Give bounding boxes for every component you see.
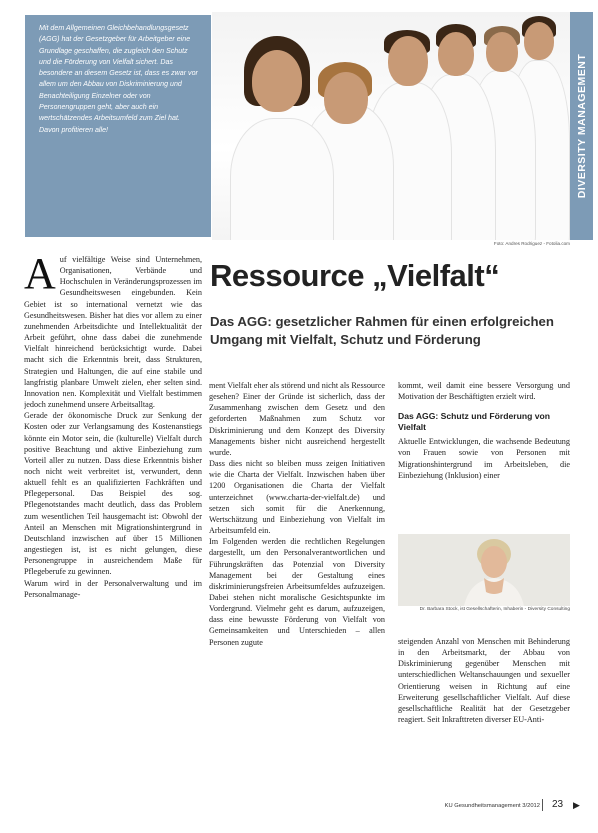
continue-arrow-icon: ▶: [573, 800, 580, 810]
paragraph: uf vielfältige Weise sind Unternehmen, Organisationen, Verbände und Hochschulen in Veränderungsprozessen im Gesundheitswesen eingebunden. Kein Gebiet ist so international vernetzt wie das Gesundheitswesen. Bisher hat dies vor allem zu einer zunehmenden Arbeitsdichte und Intellektualität der Arbeit geführt, ohne dass dabei die zunehmende Vielfalt hinreichend berücksichtigt wurde. Dabei macht sich die Erkenntnis breit, dass Strukturen, Strategien und Haltungen, die auf eine stabile und langfristig planbare Umwelt zielen, eher selten sind. Innovation nen. Komplexität und Vielfalt bestimmen jedoch zunehmend unsere Arbeitsalltag.: [24, 255, 202, 410]
section-label: DIVERSITY MANAGEMENT: [575, 53, 588, 199]
paragraph: steigenden Anzahl von Menschen mit Behinderung in den Arbeitsmarkt, der Abbau von Diskriminierung gegenüber Menschen mit unterschiedlichen Weltanschauungen und sexueller Orientierung weisen in Richtung auf eine Erweiterung gesellschaftlicher Vielfalt. Auf diese gesellschaftliche Realität hat der Gesetzgeber reagiert. Seit Inkrafttreten diverser EU-Anti-: [398, 637, 570, 725]
hero-photo: [212, 12, 570, 240]
footer-publication: KU Gesundheitsmanagement 3/2012: [444, 803, 540, 809]
paragraph: Im Folgenden werden die rechtlichen Regelungen dargestellt, um den Personalverantwortlichen und Führungskräften das Potenzial von Diversity Management bei der Gestaltung eines diskriminierungsfreien Arbeitsumfeldes aufzuzeigen. Dabei stehen nicht moralische Gesichtspunkte im Vordergrund. Vielmehr geht es darum, aufzuzeigen, dass eine bewusste Förderung von Vielfalt von Gemeinsamkeiten und Unterschieden – allen Personen zugute: [209, 537, 385, 647]
paragraph: Gerade der ökonomische Druck zur Senkung der Kosten oder zur Verlangsamung des Kostenanstiegs könnte ein Motor sein, die (kulturelle) Vielfalt durch positive Beachtung und aktive Einbeziehung zum Vorteil aller zu nutzen. Dass diese Erkenntnis bisher noch nicht weit verbreitet ist, verwundert, denn aktuell fehlt es an qualifizierten Fachkräften und Pflegepersonal. Das Beispiel des sog. Pflegenotstandes macht deutlich, dass das Problem zum wesentlichen Teil hausgemacht ist: Obwohl der Anteil an Menschen mit Migrationshintergrund in Deutschland inzwischen auf über 15 Millionen angestiegen ist, ist es nicht gelungen, diese Personengruppe in ausreichendem Maße für Pflegeberufe zu gewinnen.: [24, 411, 202, 577]
portrait-photo: [398, 534, 570, 606]
body-column-2: [209, 380, 385, 812]
paragraph: Dass dies nicht so bleiben muss zeigen Initiativen wie die Charta der Vielfalt. Inzwischen haben über 1200 Organisationen die Charta der Vielfalt unterzeichnet (www.charta-der-vielfalt.de) und setzen sich somit für die Anerkennung, Wertschätzung und Einbeziehung von Vielfalt im Arbeitsumfeld ein.: [209, 459, 385, 536]
body-column-1: [24, 254, 202, 814]
section-subhead: Das AGG: Schutz und Förderung von Vielfalt: [398, 411, 550, 433]
intro-box: [25, 15, 211, 237]
page-number: 23: [552, 799, 564, 810]
paragraph: Warum wird in der Personalverwaltung und im Personalmanage-: [24, 578, 202, 599]
paragraph: ment Vielfalt eher als störend und nicht als Ressource gesehen? Einer der Gründe ist sicherlich, dass der Zusammenhang zwischen dem Gesetz und den geforderten Maßnahmen zum Schutz vor Diskriminierung und dem Konzept des Diversity Managements bisher nicht ausreichend hergestellt wurde.: [209, 381, 385, 457]
body-column-3-top: [398, 380, 570, 530]
paragraph: Aktuelle Entwicklungen, die wachsende Bedeutung von Frauen sowie von Personen mit Migrationshintergrund im Arbeitsleben, die Einbeziehung (Inklusion) einer: [398, 437, 570, 480]
drop-cap: A: [24, 254, 56, 298]
author-portrait: [398, 534, 570, 606]
paragraph: kommt, weil damit eine bessere Versorgung und Motivation der Beschäftigten erzielt wird.: [398, 381, 570, 402]
photo-credit: Foto: Andres Rodriguez - Fotolia.com: [493, 241, 570, 246]
article-headline: Ressource „Vielfalt“: [210, 258, 500, 293]
section-band: [570, 12, 593, 240]
body-column-3-bottom: [398, 636, 570, 812]
article-subheadline: Das AGG: gesetzlicher Rahmen für einen erfolgreichen Umgang mit Vielfalt, Schutz und Förderung: [210, 314, 554, 347]
portrait-caption: Dr. Barbara Stock, ist Gesellschafterin, Inhaberin - Diversity Consulting: [419, 607, 570, 612]
doctor-figure: [226, 12, 338, 240]
footer-divider: [542, 799, 543, 811]
intro-text: Mit dem Allgemeinen Gleichbehandlungsgesetz (AGG) hat der Gesetzgeber für Arbeitgeber eine Grundlage geschaffen, die zugleich den Schutz und die Förderung von Vielfalt sichert. Das besondere an diesem Gesetz ist, dass es zwar vor allem um den Abbau von Diskriminierung und Benachteiligung Einzelner oder von Personengruppen geht, aber auch ein wertschätzendes Arbeitsumfeld zum Ziel hat. Davon profitieren alle!: [39, 24, 198, 134]
